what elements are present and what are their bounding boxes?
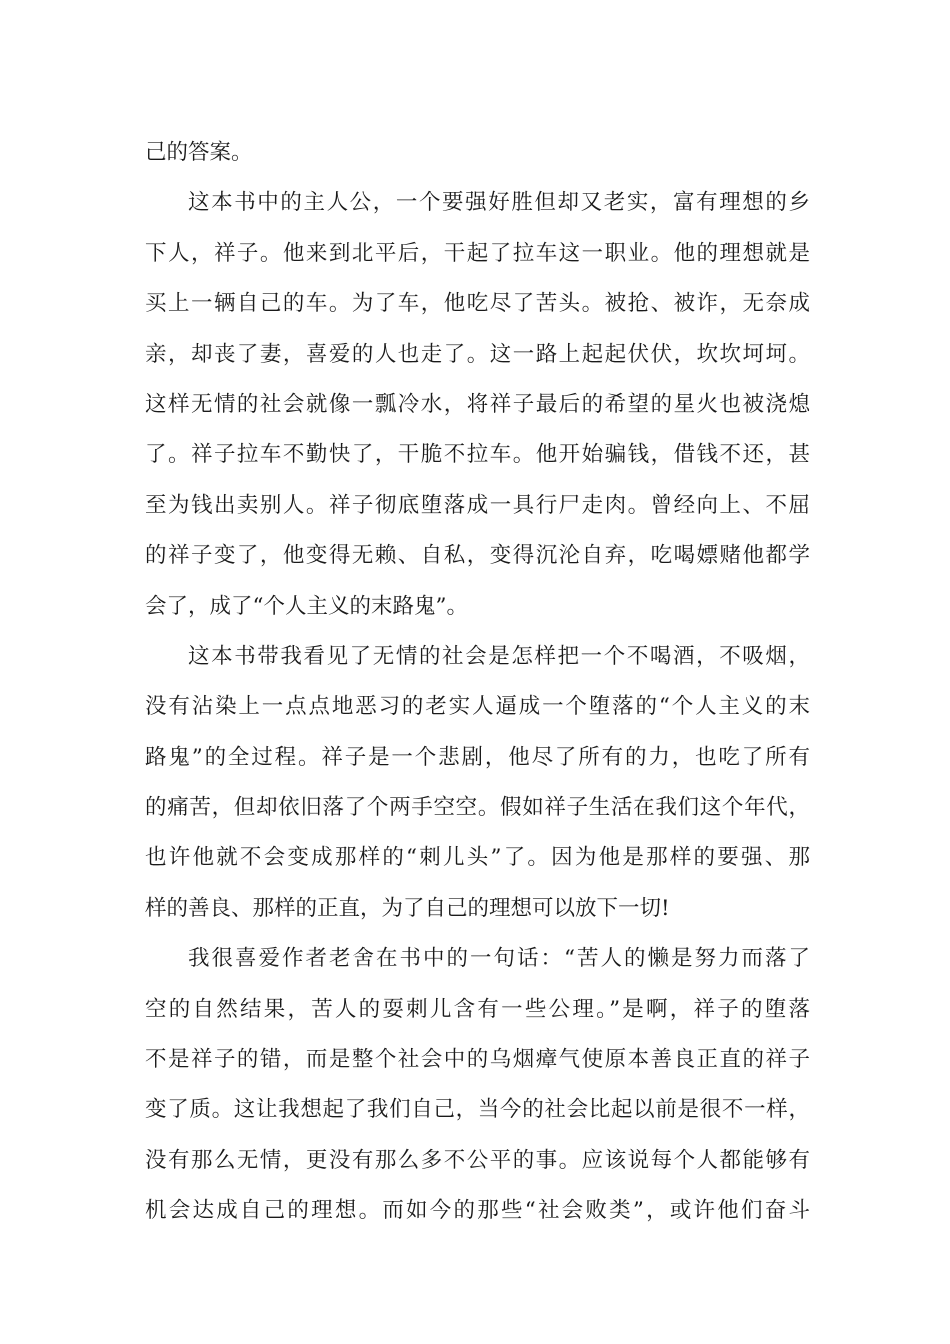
text-line: 这本书中的主人公，一个要强好胜但却又老实，富有理想的乡	[188, 190, 810, 216]
text-line: 这样无情的社会就像一瓢冷水，将祥子最后的希望的星火也被浇熄	[145, 391, 810, 417]
paragraph	[145, 934, 810, 1236]
text-line: 变了质。这让我想起了我们自己，当今的社会比起以前是很不一样，	[145, 1097, 810, 1123]
text-line: 至为钱出卖别人。祥子彻底堕落成一具行尸走肉。曾经向上、不屈	[145, 492, 810, 518]
paragraph	[145, 128, 810, 178]
text-line: 空的自然结果，苦人的耍刺儿含有一些公理。”是啊，祥子的堕落	[145, 996, 810, 1022]
text-line: 机会达成自己的理想。而如今的那些“社会败类”，或许他们奋斗	[145, 1198, 810, 1224]
text-line: 没有那么无情，更没有那么多不公平的事。应该说每个人都能够有	[145, 1147, 810, 1173]
text-line: 的痛苦，但却依旧落了个两手空空。假如祥子生活在我们这个年代，	[145, 795, 810, 821]
text-line: 路鬼”的全过程。祥子是一个悲剧，他尽了所有的力，也吃了所有	[145, 744, 810, 770]
text-line: 下人，祥子。他来到北平后，干起了拉车这一职业。他的理想就是	[145, 240, 810, 266]
text-line: 了。祥子拉车不勤快了，干脆不拉车。他开始骗钱，借钱不还，甚	[145, 442, 810, 468]
text-line: 己的答案。	[145, 140, 253, 165]
text-line: 我很喜爱作者老舍在书中的一句话：“苦人的懒是努力而落了	[188, 946, 810, 972]
text-line: 的祥子变了，他变得无赖、自私，变得沉沦自弃，吃喝嫖赌他都学	[145, 543, 810, 569]
text-line: 没有沾染上一点点地恶习的老实人逼成一个堕落的“个人主义的末	[145, 694, 810, 720]
paragraph	[145, 178, 810, 632]
text-line: 样的善良、那样的正直，为了自己的理想可以放下一切!	[145, 895, 670, 921]
paragraph	[145, 632, 810, 934]
text-line: 不是祥子的错，而是整个社会中的乌烟瘴气使原本善良正直的祥子	[145, 1047, 810, 1073]
text-line: 也许他就不会变成那样的“刺儿头”了。因为他是那样的要强、那	[145, 845, 810, 871]
text-line: 亲，却丧了妻，喜爱的人也走了。这一路上起起伏伏，坎坎坷坷。	[145, 341, 810, 367]
text-line: 这本书带我看见了无情的社会是怎样把一个不喝酒，不吸烟，	[188, 643, 810, 669]
text-line: 会了，成了“个人主义的末路鬼”。	[145, 593, 468, 619]
text-line: 买上一辆自己的车。为了车，他吃尽了苦头。被抢、被诈，无奈成	[145, 291, 810, 317]
document-page	[145, 128, 810, 1237]
